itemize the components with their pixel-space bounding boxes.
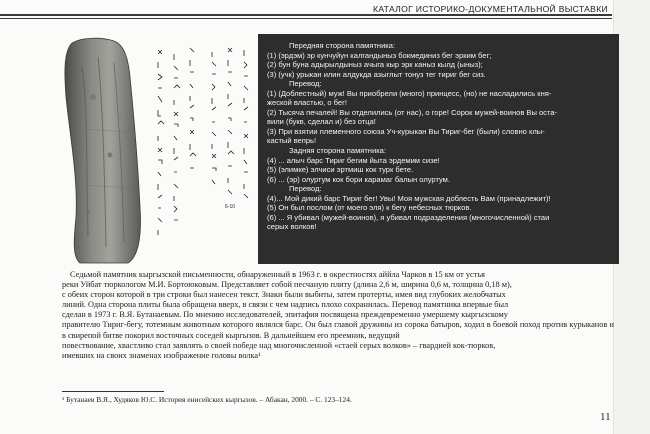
translation-line: (4)... Мой дикий барс Тириг бег! Увы! Моя мужская доблесть Вам (принадлежит)!	[267, 193, 551, 203]
body-line: правителю Тириг-бегу, тотемным животным которого являлся барс. Он был главой дружины из сорока батыров, ходил в боевой поход против курыканов и в свирепой битве покорил восточных соседей кыргызов. В дальнейшем его преемник, ведущий	[62, 320, 614, 340]
body-line: повествование, хвастливо стал заявлять о своей победе над многочисленной «стаей серых волков» – гвардией кок-тюрков,	[62, 340, 496, 350]
translation-line: (6) ... (эр) олуртум кок бори карамаг балын олуртум.	[267, 174, 450, 184]
body-line: с обеих сторон которой в три строки был нанесен текст. Знаки были выбиты, затем протерты, имея вид глубоких желобчатых	[62, 290, 506, 300]
figure-label: 6-10	[225, 204, 236, 210]
translation-line: Перевод:	[289, 184, 322, 194]
translation-line: Задняя сторона памятника:	[289, 146, 386, 156]
stone-monument-photo	[58, 37, 146, 265]
translation-line: (1) (эрдэм) эр кунчуйун калгандыныз бокмединиз бег эрким бег;	[267, 50, 492, 60]
translation-line: серых волков!	[267, 222, 317, 232]
translation-line: (2) бун буна адырылдыныз ачыга кыр эрк каныз кылд (ыныз);	[267, 60, 483, 70]
translation-line: вили (букв, сделал и) без отца!	[267, 117, 376, 127]
translation-line: жеской властью, о бег!	[267, 98, 347, 108]
runic-inscription-drawing	[152, 40, 254, 265]
translation-line: Передняя сторона памятника:	[289, 41, 396, 50]
body-line: сделан в 1973 г. В.Я. Бутанаевым. По мнению исследователей, эпитафия посвящена преждевременно умершему кыргызскому	[62, 310, 508, 320]
translation-line: (1) (Доблестный) муж! Вы приобрели (много) принцесс, (но) не насладились кня-	[267, 88, 552, 98]
page-number: 11	[600, 411, 611, 423]
translation-line: Перевод:	[289, 79, 322, 89]
translation-line: (4) ... алыч барс Тириг бегим йыта эрдемим сизе!	[267, 155, 440, 165]
translation-line: (5) (элимке) элчиси эртмиш кок турк бете.	[267, 165, 414, 175]
body-line: имевших на своих знаменах изображение головы волка¹	[62, 350, 261, 360]
header-rule	[0, 14, 612, 16]
footnote-rule	[62, 391, 164, 392]
translation-line: (5) Он был послом (от моего эля) к бегу небесных тюрков.	[267, 203, 472, 213]
footnote: ¹ Бутанаев В.Я., Худяков Ю.С. История енисейских кыргызов. – Абакан, 2000. – С. 123–124.	[62, 395, 352, 404]
running-header: КАТАЛОГ ИСТОРИКО-ДОКУМЕНТАЛЬНОЙ ВЫСТАВКИ	[367, 4, 608, 14]
header-rule-thin	[0, 18, 612, 19]
translation-line: (6) ... Я убивал (мужей-воинов), я убивал подразделения (многочисленной) стаи	[267, 212, 550, 222]
body-line: линий. Одна сторона плиты была обращена вверх, в связи с чем надпись плохо сохранилась. Перевод памятника впервые был	[62, 300, 509, 310]
translation-box	[258, 34, 619, 264]
translation-line: (2) Тысяча печалей! Вы отделились (от нас), о горе! Сорок мужей-воинов Вы оста-	[267, 107, 558, 117]
translation-line: (3) При взятии племенного союза Уч-курыкан Вы Тириг-бег (были) словно клы-	[267, 126, 545, 136]
translation-line: (3) (учк) урыкан илин алдукда азыглыт тонуз тег тириг бег сиз.	[267, 69, 486, 79]
body-line: Седьмой памятник кыргызской письменности, обнаруженный в 1963 г. в окрестностях аййла Чарков в 15 км от устья	[70, 270, 485, 279]
body-paragraph	[62, 270, 614, 361]
body-line: реки Уйбат тюркологом М.И. Бортоюковым. Представляет собой песчаную плиту (длина 2,6 м, ширина 0,6 м, толщина 0,18 м),	[62, 280, 512, 290]
translation-line: кастый вепрь!	[267, 136, 317, 146]
